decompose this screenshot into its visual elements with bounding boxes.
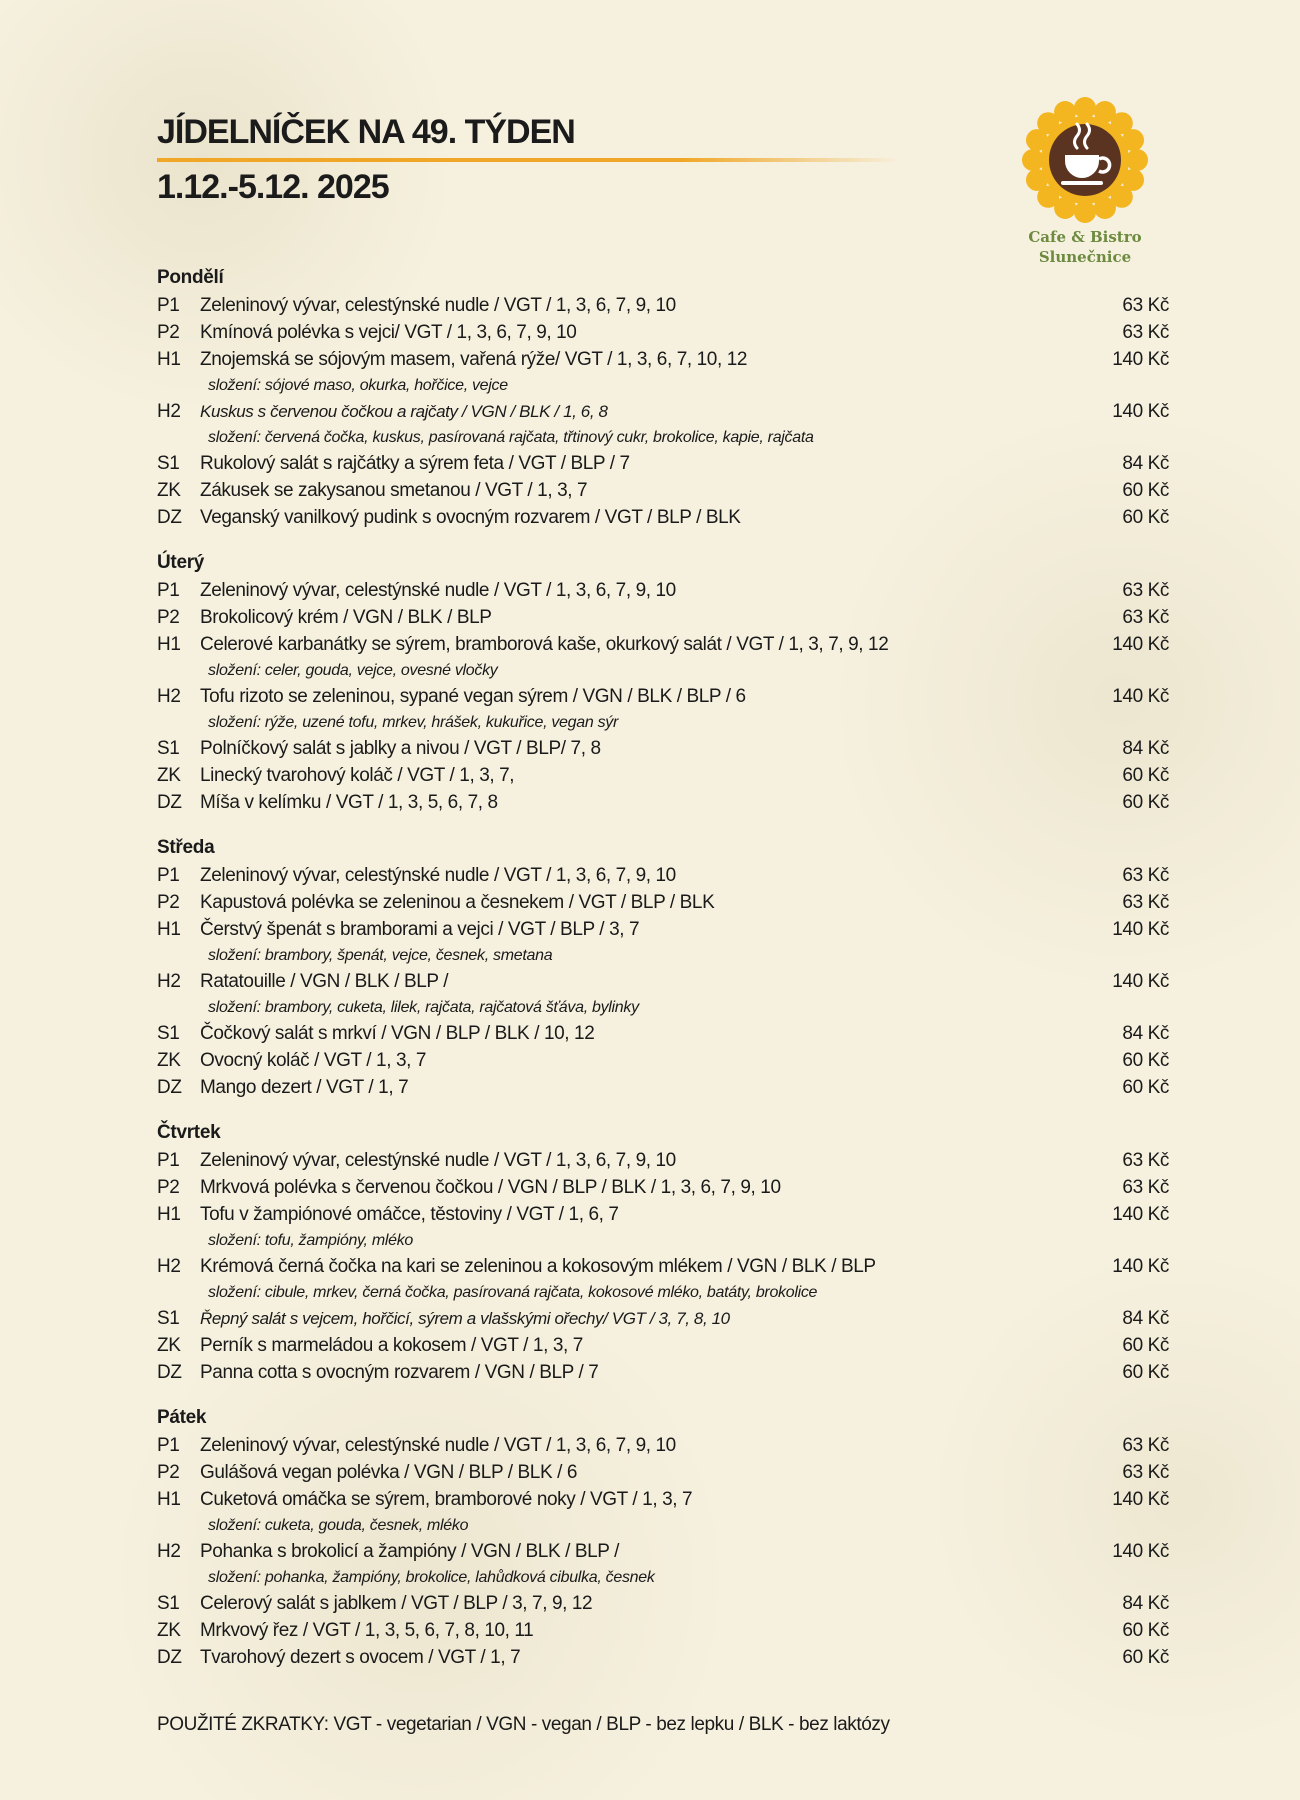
item-composition: složení: celer, gouda, vejce, ovesné vločky (208, 662, 498, 679)
menu-item (157, 1459, 1169, 1486)
item-price: 60 Kč (1122, 480, 1169, 501)
menu-item (157, 631, 1169, 658)
menu-item (157, 346, 1169, 373)
item-price: 84 Kč (1122, 1593, 1169, 1614)
menu-item (157, 1305, 1169, 1332)
menu-item (157, 1359, 1169, 1386)
item-name: Cuketová omáčka se sýrem, bramborové noky / VGT / 1, 3, 7 (200, 1489, 693, 1510)
item-name: Pohanka s brokolicí a žampióny / VGN / BLK / BLP / (200, 1541, 619, 1562)
menu-item (157, 1432, 1169, 1459)
menu-item (157, 1538, 1169, 1565)
menu-item (157, 789, 1169, 816)
menu-item (157, 292, 1169, 319)
item-price: 140 Kč (1112, 1541, 1169, 1562)
item-name: Mrkvový řez / VGT / 1, 3, 5, 6, 7, 8, 10, 11 (200, 1620, 534, 1641)
item-code: S1 (157, 1308, 180, 1329)
item-code: P2 (157, 1177, 180, 1198)
item-price: 60 Kč (1122, 1077, 1169, 1098)
item-code: H1 (157, 919, 181, 940)
item-name: Veganský vanilkový pudink s ovocným rozvarem / VGT / BLP / BLK (200, 507, 741, 528)
item-price: 63 Kč (1122, 1177, 1169, 1198)
menu-item (157, 1047, 1169, 1074)
item-code: P2 (157, 607, 180, 628)
item-price: 84 Kč (1122, 1308, 1169, 1329)
item-name: Celerové karbanátky se sýrem, bramborová kaše, okurkový salát / VGT / 1, 3, 7, 9, 12 (200, 634, 889, 655)
item-price: 60 Kč (1122, 792, 1169, 813)
item-code: P2 (157, 322, 180, 343)
menu-item (157, 735, 1169, 762)
item-composition: složení: cibule, mrkev, černá čočka, pasírovaná rajčata, kokosové mléko, batáty, brokolice (208, 1284, 818, 1301)
item-name: Panna cotta s ovocným rozvarem / VGN / BLP / 7 (200, 1362, 599, 1383)
menu-item (157, 1253, 1169, 1280)
item-code: ZK (157, 1335, 181, 1356)
item-code: DZ (157, 1362, 182, 1383)
item-name: Kmínová polévka s vejci/ VGT / 1, 3, 6, 7, 9, 10 (200, 322, 577, 343)
item-price: 63 Kč (1122, 322, 1169, 343)
item-code: DZ (157, 507, 182, 528)
coffee-cup-sun-icon (1015, 95, 1155, 235)
item-name: Kapustová polévka se zeleninou a česnekem / VGT / BLP / BLK (200, 892, 715, 913)
item-price: 140 Kč (1112, 349, 1169, 370)
item-price: 84 Kč (1122, 1023, 1169, 1044)
item-price: 63 Kč (1122, 1150, 1169, 1171)
weekly-menu (157, 264, 1169, 1689)
item-price: 60 Kč (1122, 765, 1169, 786)
menu-item (157, 968, 1169, 995)
menu-item (157, 1201, 1169, 1228)
item-code: S1 (157, 1023, 180, 1044)
day-section (157, 834, 1169, 1101)
item-code: H1 (157, 1489, 181, 1510)
item-name: Zeleninový vývar, celestýnské nudle / VGT / 1, 3, 6, 7, 9, 10 (200, 1150, 676, 1171)
item-code: ZK (157, 1050, 181, 1071)
item-code: S1 (157, 738, 180, 759)
item-code: H2 (157, 1256, 181, 1277)
day-heading: Pátek (157, 1407, 207, 1428)
menu-item (157, 1174, 1169, 1201)
day-heading: Středa (157, 837, 215, 858)
item-price: 63 Kč (1122, 892, 1169, 913)
item-name: Perník s marmeládou a kokosem / VGT / 1, 3, 7 (200, 1335, 583, 1356)
item-name: Rukolový salát s rajčátky a sýrem feta / VGT / BLP / 7 (200, 453, 630, 474)
item-price: 63 Kč (1122, 865, 1169, 886)
menu-item (157, 477, 1169, 504)
menu-item (157, 504, 1169, 531)
menu-item (157, 1486, 1169, 1513)
item-price: 84 Kč (1122, 738, 1169, 759)
item-price: 63 Kč (1122, 1435, 1169, 1456)
day-section (157, 1119, 1169, 1386)
menu-title: JÍDELNÍČEK NA 49. TÝDEN (157, 113, 575, 151)
day-heading: Čtvrtek (157, 1122, 221, 1143)
item-code: H2 (157, 401, 181, 422)
item-name: Celerový salát s jablkem / VGT / BLP / 3, 7, 9, 12 (200, 1593, 593, 1614)
item-price: 63 Kč (1122, 580, 1169, 601)
menu-item (157, 1617, 1169, 1644)
logo-line-1: Cafe & Bistro (1028, 228, 1142, 246)
item-code: H1 (157, 349, 181, 370)
menu-item (157, 319, 1169, 346)
item-name: Brokolicový krém / VGN / BLK / BLP (200, 607, 492, 628)
item-name: Polníčkový salát s jablky a nivou / VGT / BLP/ 7, 8 (200, 738, 601, 759)
menu-item (157, 604, 1169, 631)
item-name: Mango dezert / VGT / 1, 7 (200, 1077, 409, 1098)
item-code: P2 (157, 892, 180, 913)
title-underline (157, 158, 902, 162)
sun-petal (1074, 201, 1096, 223)
logo-line-2: Slunečnice (1038, 248, 1132, 266)
item-code: ZK (157, 1620, 181, 1641)
item-price: 60 Kč (1122, 1620, 1169, 1641)
item-code: P1 (157, 865, 180, 886)
menu-item (157, 1074, 1169, 1101)
item-code: ZK (157, 480, 181, 501)
item-composition: složení: sójové maso, okurka, hořčice, vejce (208, 377, 508, 394)
item-name: Zákusek se zakysanou smetanou / VGT / 1, 3, 7 (200, 480, 588, 501)
menu-item (157, 398, 1169, 425)
item-price: 140 Kč (1112, 971, 1169, 992)
item-composition: složení: pohanka, žampióny, brokolice, lahůdková cibulka, česnek (208, 1569, 655, 1586)
item-code: H1 (157, 1204, 181, 1225)
menu-item (157, 1332, 1169, 1359)
item-composition: složení: červená čočka, kuskus, pasírovaná rajčata, třtinový cukr, brokolice, kapie, rajčata (208, 429, 814, 446)
abbreviations-legend: POUŽITÉ ZKRATKY: VGT - vegetarian / VGN - vegan / BLP - bez lepku / BLK - bez laktózy (157, 1714, 890, 1735)
logo (1015, 95, 1155, 270)
day-section (157, 264, 1169, 531)
item-name: Krémová černá čočka na kari se zeleninou a kokosovým mlékem / VGN / BLK / BLP (200, 1256, 876, 1277)
item-price: 140 Kč (1112, 919, 1169, 940)
item-name: Míša v kelímku / VGT / 1, 3, 5, 6, 7, 8 (200, 792, 498, 813)
item-code: H2 (157, 1541, 181, 1562)
menu-item (157, 862, 1169, 889)
menu-dates: 1.12.-5.12. 2025 (157, 168, 389, 206)
day-section (157, 1404, 1169, 1671)
item-price: 63 Kč (1122, 607, 1169, 628)
item-price: 140 Kč (1112, 686, 1169, 707)
item-price: 60 Kč (1122, 1050, 1169, 1071)
sun-petal (1022, 149, 1044, 171)
item-name: Čerstvý špenát s bramborami a vejci / VGT / BLP / 3, 7 (200, 919, 640, 940)
item-name: Řepný salát s vejcem, hořčicí, sýrem a vlašskými ořechy/ VGT / 3, 7, 8, 10 (200, 1309, 730, 1328)
item-code: S1 (157, 453, 180, 474)
menu-item (157, 889, 1169, 916)
item-name: Zeleninový vývar, celestýnské nudle / VGT / 1, 3, 6, 7, 9, 10 (200, 1435, 676, 1456)
item-price: 140 Kč (1112, 1256, 1169, 1277)
item-price: 140 Kč (1112, 401, 1169, 422)
item-price: 60 Kč (1122, 1335, 1169, 1356)
menu-item (157, 577, 1169, 604)
item-code: P1 (157, 580, 180, 601)
item-price: 140 Kč (1112, 1204, 1169, 1225)
item-composition: složení: brambory, cuketa, lilek, rajčata, rajčatová šťáva, bylinky (208, 999, 639, 1016)
item-name: Znojemská se sójovým masem, vařená rýže/ VGT / 1, 3, 6, 7, 10, 12 (200, 349, 748, 370)
item-price: 60 Kč (1122, 1362, 1169, 1383)
item-composition: složení: brambory, špenát, vejce, česnek, smetana (208, 947, 553, 964)
item-code: ZK (157, 765, 181, 786)
item-price: 60 Kč (1122, 507, 1169, 528)
item-name: Ratatouille / VGN / BLK / BLP / (200, 971, 449, 992)
day-heading: Úterý (157, 552, 205, 573)
item-code: DZ (157, 1077, 182, 1098)
menu-item (157, 683, 1169, 710)
menu-item (157, 1147, 1169, 1174)
item-price: 63 Kč (1122, 295, 1169, 316)
item-name: Kuskus s červenou čočkou a rajčaty / VGN / BLK / 1, 6, 8 (200, 402, 608, 421)
item-name: Gulášová vegan polévka / VGN / BLP / BLK / 6 (200, 1462, 578, 1483)
item-name: Tofu v žampiónové omáčce, těstoviny / VGT / 1, 6, 7 (200, 1204, 619, 1225)
item-price: 84 Kč (1122, 453, 1169, 474)
day-section (157, 549, 1169, 816)
item-name: Tvarohový dezert s ovocem / VGT / 1, 7 (200, 1647, 521, 1668)
item-code: S1 (157, 1593, 180, 1614)
item-composition: složení: rýže, uzené tofu, mrkev, hrášek, kukuřice, vegan sýr (208, 714, 619, 731)
item-name: Zeleninový vývar, celestýnské nudle / VGT / 1, 3, 6, 7, 9, 10 (200, 295, 676, 316)
item-name: Zeleninový vývar, celestýnské nudle / VGT / 1, 3, 6, 7, 9, 10 (200, 865, 676, 886)
sun-petal (1126, 149, 1148, 171)
sun-petal (1074, 97, 1096, 119)
item-name: Tofu rizoto se zeleninou, sypané vegan sýrem / VGN / BLK / BLP / 6 (200, 686, 746, 707)
menu-item (157, 1020, 1169, 1047)
item-price: 140 Kč (1112, 634, 1169, 655)
item-name: Zeleninový vývar, celestýnské nudle / VGT / 1, 3, 6, 7, 9, 10 (200, 580, 676, 601)
item-code: H2 (157, 686, 181, 707)
item-code: P1 (157, 1435, 180, 1456)
item-code: P1 (157, 1150, 180, 1171)
item-composition: složení: cuketa, gouda, česnek, mléko (208, 1517, 469, 1534)
day-heading: Pondělí (157, 267, 224, 288)
menu-item (157, 1590, 1169, 1617)
item-price: 60 Kč (1122, 1647, 1169, 1668)
item-name: Linecký tvarohový koláč / VGT / 1, 3, 7, (200, 765, 515, 786)
menu-item (157, 450, 1169, 477)
item-name: Čočkový salát s mrkví / VGN / BLP / BLK / 10, 12 (200, 1023, 595, 1044)
item-code: P2 (157, 1462, 180, 1483)
menu-item (157, 916, 1169, 943)
item-code: H2 (157, 971, 181, 992)
item-price: 63 Kč (1122, 1462, 1169, 1483)
item-name: Mrkvová polévka s červenou čočkou / VGN / BLP / BLK / 1, 3, 6, 7, 9, 10 (200, 1177, 781, 1198)
menu-item (157, 762, 1169, 789)
item-code: P1 (157, 295, 180, 316)
item-code: DZ (157, 1647, 182, 1668)
item-price: 140 Kč (1112, 1489, 1169, 1510)
item-code: H1 (157, 634, 181, 655)
item-composition: složení: tofu, žampióny, mléko (208, 1232, 414, 1249)
item-code: DZ (157, 792, 182, 813)
menu-item (157, 1644, 1169, 1671)
item-name: Ovocný koláč / VGT / 1, 3, 7 (200, 1050, 427, 1071)
